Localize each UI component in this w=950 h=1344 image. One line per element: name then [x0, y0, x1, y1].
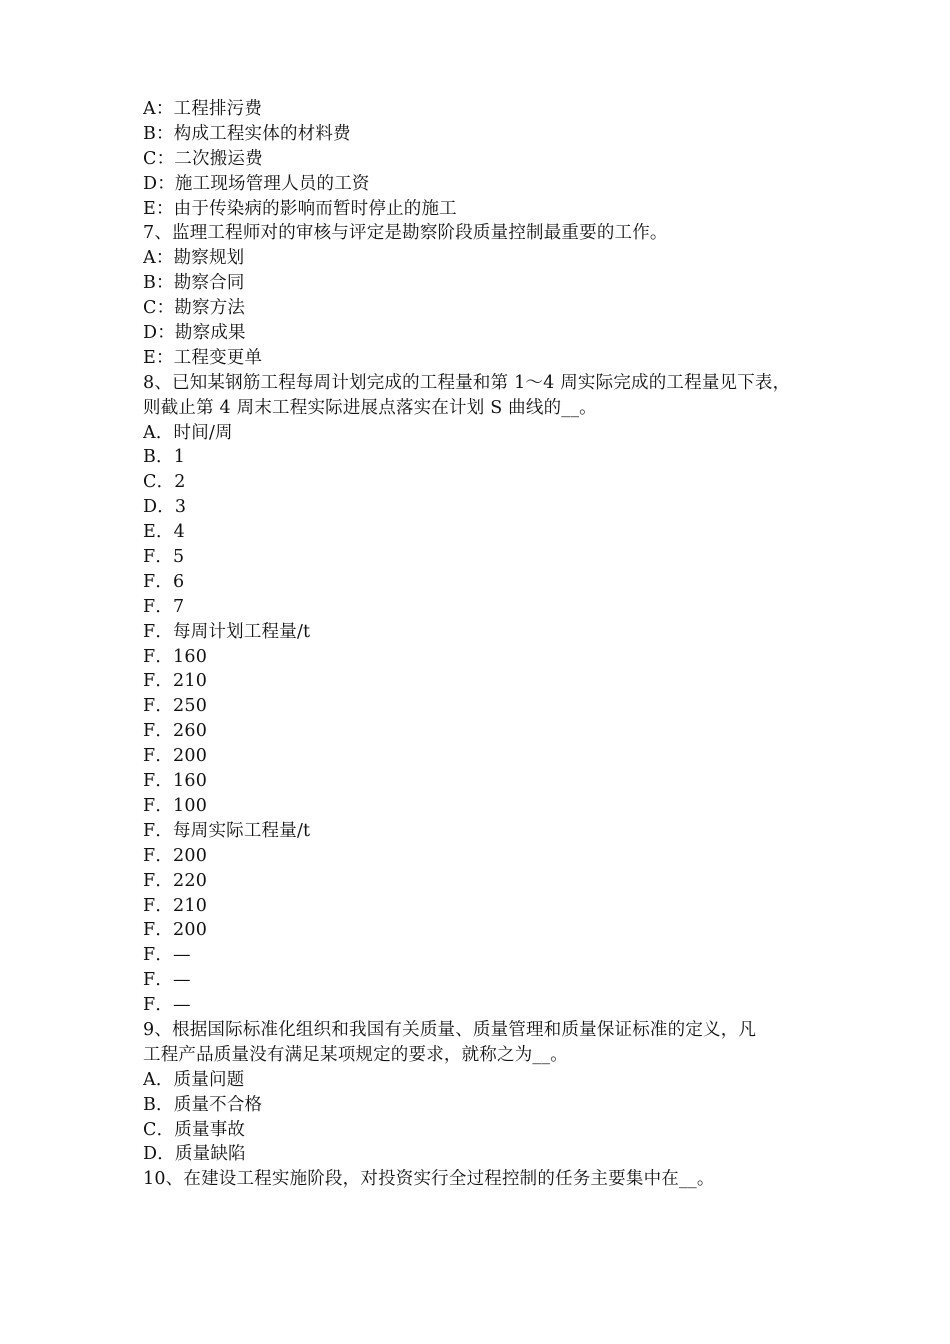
question-text: 7、监理工程师对的审核与评定是勘察阶段质量控制最重要的工作。 — [143, 223, 668, 244]
answer-option: E．4 — [143, 522, 186, 543]
document-body — [143, 97, 823, 1192]
answer-option: F．每周实际工程量/t — [143, 820, 311, 841]
answer-option: F．210 — [143, 895, 208, 916]
answer-option: E：工程变更单 — [143, 347, 263, 368]
answer-option: D：勘察成果 — [143, 323, 246, 344]
answer-option: F．160 — [143, 771, 208, 792]
question-text: 工程产品质量没有满足某项规定的要求，就称之为__。 — [143, 1044, 568, 1065]
answer-option: B：构成工程实体的材料费 — [143, 123, 351, 144]
answer-option: F．6 — [143, 571, 185, 592]
answer-option: C．质量事故 — [143, 1119, 246, 1140]
answer-option: D．质量缺陷 — [143, 1144, 246, 1165]
answer-option: F．210 — [143, 671, 208, 692]
answer-option: F．— — [143, 945, 191, 966]
answer-option: B：勘察合同 — [143, 273, 245, 294]
answer-option: F．100 — [143, 795, 208, 816]
question-text: 8、已知某钢筋工程每周计划完成的工程量和第 1～4 周实际完成的工程量见下表， — [143, 372, 791, 393]
answer-option: F．— — [143, 995, 191, 1016]
question-text: 10、在建设工程实施阶段，对投资实行全过程控制的任务主要集中在__。 — [143, 1169, 715, 1190]
answer-option: D：施工现场管理人员的工资 — [143, 173, 370, 194]
answer-option: C：二次搬运费 — [143, 148, 263, 169]
answer-option: F．200 — [143, 920, 208, 941]
answer-option: F．7 — [143, 596, 185, 617]
answer-option: F．5 — [143, 547, 185, 568]
answer-option: F．250 — [143, 696, 208, 717]
answer-option: F．— — [143, 970, 191, 991]
answer-option: A：工程排污费 — [143, 99, 263, 119]
answer-option: B．1 — [143, 447, 186, 468]
question-text: 9、根据国际标准化组织和我国有关质量、质量管理和质量保证标准的定义，凡 — [143, 1019, 757, 1040]
answer-option: F．260 — [143, 721, 208, 742]
answer-option: F．每周计划工程量/t — [143, 621, 311, 642]
answer-option: A：勘察规划 — [143, 248, 245, 269]
answer-option: C：勘察方法 — [143, 298, 246, 319]
answer-option: A．时间/周 — [143, 422, 233, 443]
answer-option: C．2 — [143, 472, 186, 493]
answer-option: E：由于传染病的影响而暂时停止的施工 — [143, 198, 457, 219]
answer-option: F．200 — [143, 845, 208, 866]
question-text: 则截止第 4 周末工程实际进展点落实在计划 S 曲线的__。 — [143, 397, 597, 418]
answer-option: B．质量不合格 — [143, 1094, 263, 1115]
answer-option: F．200 — [143, 746, 208, 767]
answer-option: D．3 — [143, 497, 187, 518]
answer-option: F．160 — [143, 646, 208, 667]
answer-option: F．220 — [143, 870, 208, 891]
answer-option: A．质量问题 — [143, 1069, 245, 1090]
